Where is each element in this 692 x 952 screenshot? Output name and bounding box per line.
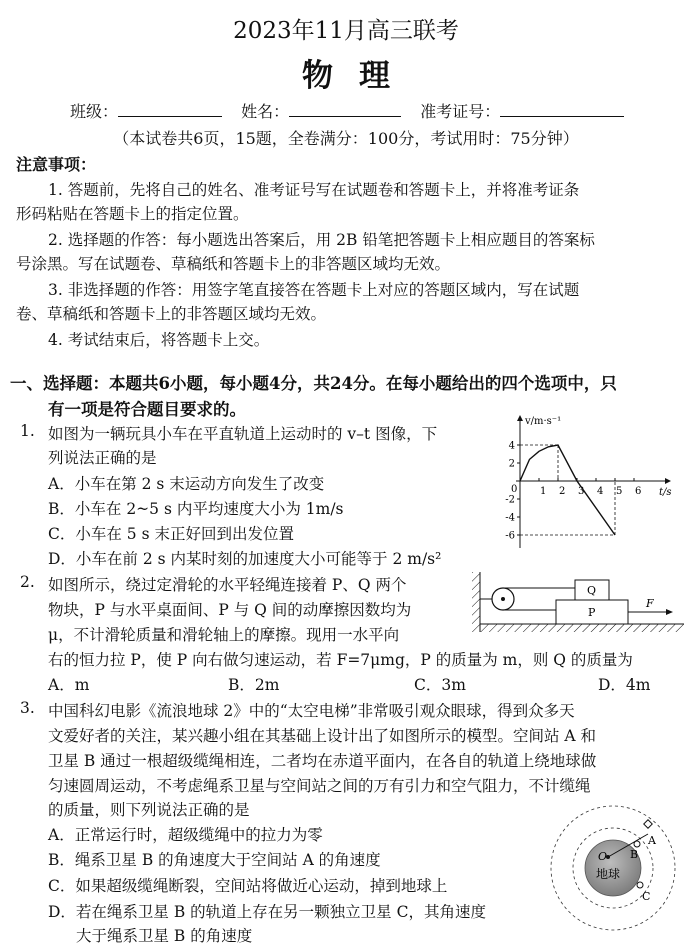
section-heading: 一、选择题：本题共6小题，每小题4分，共24分。在每小题给出的四个选项中，只 — [10, 374, 617, 393]
notice-line: 形码粘贴在答题卡上的指定位置。 — [16, 205, 249, 223]
x-tick-label: 4 — [597, 486, 604, 497]
force-label: F — [646, 597, 654, 610]
question-number: 1. — [20, 422, 35, 440]
earth-label: 地球 — [596, 867, 621, 881]
satellite-b-label: B — [630, 848, 639, 861]
notice-line: 号涂黑。写在试题卷、草稿纸和答题卡上的非答题区域均无效。 — [16, 255, 451, 273]
option-a[interactable]: A．m — [48, 676, 90, 694]
origin-label: 0 — [511, 484, 518, 495]
x-tick-label: 2 — [559, 486, 566, 497]
x-tick-label: 3 — [578, 486, 585, 497]
subject-title: 物理 — [302, 58, 416, 94]
y-tick-label: 2 — [508, 458, 515, 470]
question-text: 文爱好者的关注，某兴趣小组在其基础上设计出了如图所示的模型。空间站 A 和 — [48, 727, 597, 745]
id-blank[interactable] — [500, 102, 624, 117]
option-c[interactable]: C．3m — [414, 676, 466, 694]
class-label: 班级： — [70, 102, 119, 121]
question-text: 物块，P 与水平桌面间、P 与 Q 间的动摩擦因数均为 — [48, 601, 412, 619]
station-a — [644, 820, 652, 828]
x-tick-label: 6 — [635, 486, 642, 497]
option-a[interactable]: A．小车在第 2 s 末运动方向发生了改变 — [48, 475, 325, 493]
y-tick-label: 4 — [508, 440, 515, 452]
option-b[interactable]: B．绳系卫星 B 的角速度大于空间站 A 的角速度 — [48, 851, 381, 869]
exam-title: 2023年11月高三联考 — [233, 18, 459, 44]
question-number: 3. — [20, 699, 35, 717]
option-b[interactable]: B．2m — [228, 676, 280, 694]
candidate-fields — [70, 99, 638, 122]
question-text: 右的恒力拉 P，使 P 向右做匀速运动，若 F=7μmg，P 的质量为 m，则 Q 的质量为 — [48, 651, 633, 669]
name-label: 姓名： — [241, 102, 290, 121]
option-d-cont: 大于绳系卫星 B 的角速度 — [76, 927, 253, 945]
pulley-figure — [470, 566, 686, 636]
notice-line: 4. 考试结束后，将答题卡上交。 — [48, 331, 270, 349]
station-a-label: A — [648, 834, 656, 847]
orbit-figure — [548, 800, 688, 948]
question-number: 2. — [20, 573, 35, 591]
wall — [472, 572, 480, 632]
notice-line: 3. 非选择题的作答：用签字笔直接答在答题卡上对应的答题区域内，写在试题 — [48, 281, 580, 299]
notice-line: 1. 答题前，先将自己的姓名、准考证号写在试题卷和答题卡上，并将准考证条 — [48, 181, 580, 199]
exam-info: （本试卷共6页，15题，全卷满分：100分，考试用时：75分钟） — [113, 129, 579, 148]
table-hatch — [480, 624, 684, 632]
question-text: 匀速圆周运动，不考虑绳系卫星与空间站之间的万有引力和空气阻力，不计缆绳 — [48, 777, 591, 795]
y-axis-label: v/m·s⁻¹ — [525, 416, 562, 427]
section-heading-cont: 有一项是符合题目要求的。 — [48, 400, 246, 419]
block-p-label: P — [588, 606, 596, 619]
question-text: 如图所示，绕过定滑轮的水平轻绳连接着 P、Q 两个 — [48, 576, 407, 594]
notice-line: 2. 选择题的作答：每小题选出答案后，用 2B 铅笔把答题卡上相应题目的答案标 — [48, 231, 595, 249]
option-b[interactable]: B．小车在 2~5 s 内平均速度大小为 1m/s — [48, 500, 344, 518]
x-tick-label: 1 — [540, 486, 547, 497]
question-text: μ，不计滑轮质量和滑轮轴上的摩擦。现用一水平向 — [48, 626, 400, 644]
force-arrow-head — [666, 609, 673, 615]
option-c[interactable]: C．如果超级缆绳断裂，空间站将做近心运动，掉到地球上 — [48, 877, 448, 895]
block-q-label: Q — [587, 584, 597, 597]
y-tick-label: -2 — [505, 494, 515, 506]
id-label: 准考证号： — [420, 102, 501, 121]
satellite-b — [634, 841, 640, 847]
question-text: 如图为一辆玩具小车在平直轨道上运动时的 v–t 图像，下 — [48, 425, 438, 443]
option-d[interactable]: D．若在绳系卫星 B 的轨道上存在另一颗独立卫星 C，其角速度 — [48, 903, 486, 921]
question-text: 卫星 B 通过一根超级缆绳相连，二者均在赤道平面内，在各自的轨道上绕地球做 — [48, 752, 597, 770]
y-tick-label: -4 — [505, 512, 515, 524]
class-blank[interactable] — [118, 102, 222, 117]
name-blank[interactable] — [289, 102, 401, 117]
question-text: 列说法正确的是 — [48, 449, 157, 467]
center-o-label: O — [598, 850, 608, 863]
satellite-c-label: C — [642, 890, 651, 903]
notice-heading: 注意事项： — [16, 155, 97, 174]
pulley-axle — [501, 597, 505, 601]
option-a[interactable]: A．正常运行时，超级缆绳中的拉力为零 — [48, 826, 323, 844]
question-text: 的质量，则下列说法正确的是 — [48, 801, 250, 819]
y-tick-label: -6 — [505, 530, 515, 542]
satellite-c — [637, 882, 643, 888]
option-c[interactable]: C．小车在 5 s 末正好回到出发位置 — [48, 525, 294, 543]
notice-line: 卷、草稿纸和答题卡上的非答题区域均无效。 — [16, 305, 327, 323]
x-tick-label: 5 — [616, 486, 623, 497]
vt-graph — [490, 410, 685, 550]
option-d[interactable]: D．4m — [598, 676, 651, 694]
question-text: 中国科幻电影《流浪地球 2》中的“太空电梯”非常吸引观众眼球，得到众多天 — [48, 702, 575, 720]
x-axis-label: t/s — [659, 487, 672, 498]
option-d[interactable]: D．小车在前 2 s 内某时刻的加速度大小可能等于 2 m/s² — [48, 550, 442, 568]
